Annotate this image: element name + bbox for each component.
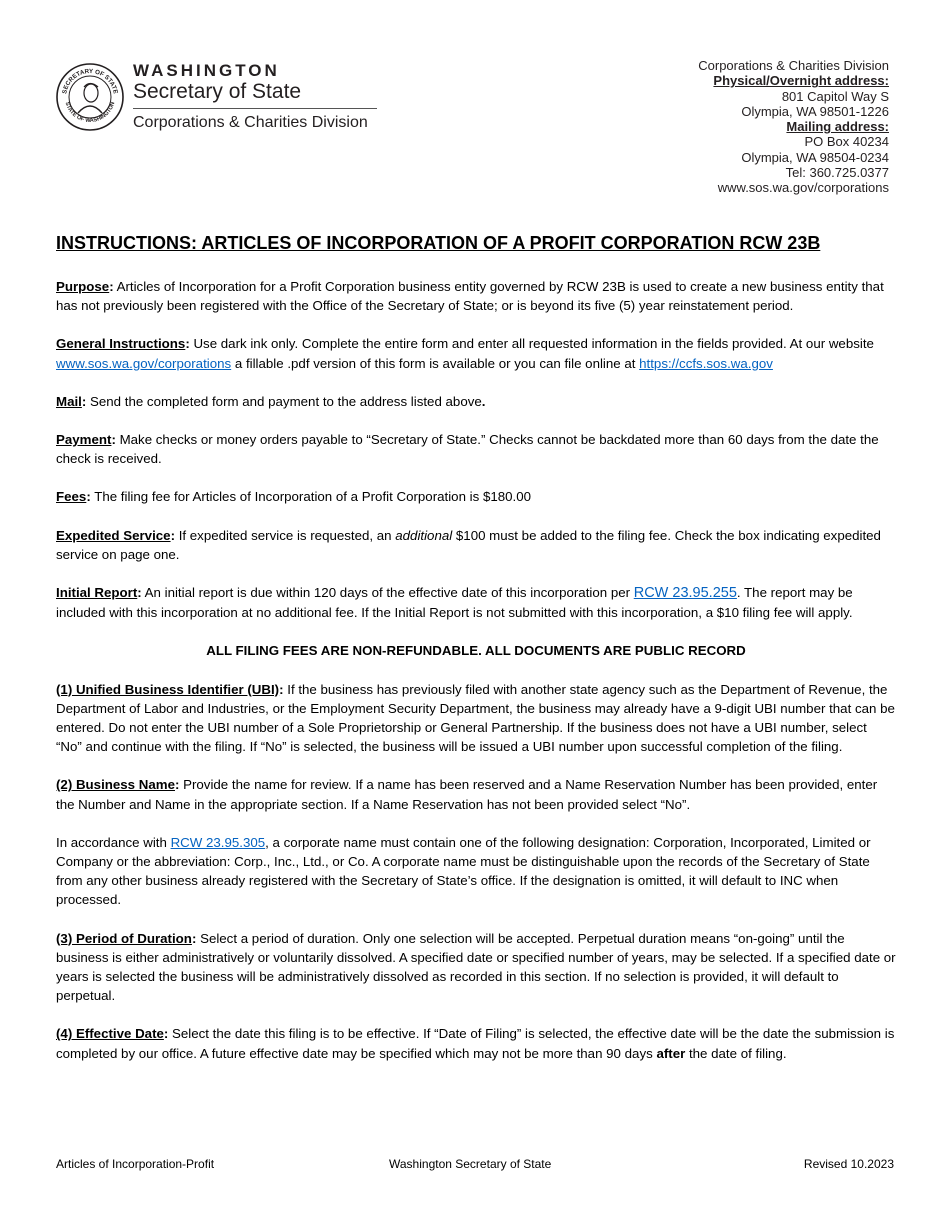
purpose-label: Purpose [56, 279, 110, 294]
svg-text:SECRETARY OF STATE: SECRETARY OF STATE [61, 67, 119, 95]
expedited-italic: additional [395, 527, 453, 543]
rcw-23-95-255-link[interactable]: RCW 23.95.255 [633, 585, 737, 602]
address-division: Corporations & Charities Division [698, 58, 889, 73]
mail-label: Mail [56, 393, 82, 409]
ccfs-link[interactable]: https://ccfs.sos.wa.gov [639, 355, 773, 371]
wordmark-washington: WASHINGTON [133, 61, 280, 80]
instructions-body [56, 277, 896, 1082]
initial-report-text-1: An initial report is due within 120 days of the effective date of this incorporation per [141, 585, 634, 601]
svg-text:STATE OF WASHINGTON: STATE OF WASHINGTON [63, 101, 117, 125]
sos-website-link[interactable]: www.sos.wa.gov/corporations [56, 355, 232, 371]
mailing-address-line1: PO Box 40234 [804, 134, 889, 150]
wordmark-division: Corporations & Charities Division [133, 114, 368, 131]
wordmark-secretary-of-state: Secretary of State [133, 80, 302, 103]
designation-text-2: , a corporate name must contain one of the following designation: Corporation, Incorporated, Limited or Company or the abbreviation: Corp., Inc., Ltd., or Co. A corporate name must be distinguishable upon the records of the Secretary of State from any other business already registered with the Secretary of State’s office. If the designation is omitted, it will default to INC when processed. [56, 834, 871, 908]
payment-label: Payment [56, 432, 112, 448]
rcw-23-95-305-link[interactable]: RCW 23.95.305 [170, 834, 266, 850]
general-text-2: a fillable .pdf version of this form is available or you can file online at [231, 355, 640, 371]
mailing-address-line2: Olympia, WA 98504-0234 [741, 149, 889, 165]
state-seal-logo [56, 63, 124, 131]
footer-revision: Revised 10.2023 [803, 1157, 894, 1171]
duration-label: (3) Period of Duration [56, 930, 192, 946]
general-text-1: Use dark ink only. Complete the entire form and enter all requested information in the fields provided. At our website [189, 336, 874, 352]
designation-text-1: In accordance with [56, 834, 171, 850]
physical-address-line2: Olympia, WA 98501-1226 [741, 103, 889, 119]
purpose-text: Articles of Incorporation for a Profit Corporation business entity governed by RCW 23B is used to create a new business entity that has not previously been registered with the Office of the Secretary of State; or is beyond its five (5) year reinstatement period. [56, 279, 884, 314]
business-name-text: Provide the name for review. If a name has been reserved and a Name Reservation Number has been provided, enter the Number and Name in the appropriate section. If a Name Reservation has not been provided select “No”. [56, 777, 878, 812]
initial-report-label: Initial Report [56, 585, 138, 601]
duration-paragraph: (3) Period of Duration: Select a period of duration. Only one selection will be accepted. Perpetual duration means “on-going” until the business is either administratively or voluntarily dissolved. A specified date or specified number of years, may be selected. If a specified date or years is selected the business will be administratively dissolved as recorded in this section. If no selection is provided, it will default to perpetual. [56, 930, 896, 1004]
duration-text: Select a period of duration. Only one selection will be accepted. Perpetual duration means “on-going” until the business is either administratively or voluntarily dissolved. A specified date or specified number of years, may be selected. If a specified date or years is selected the business will be administratively dissolved as recorded in this section. If no selection is provided, it will default to perpetual. [56, 930, 896, 1004]
payment-text: Make checks or money orders payable to “Secretary of State.” Checks cannot be backdated more than 60 days from the date the check is received. [56, 432, 879, 467]
payment-paragraph: Payment: Make checks or money orders payable to “Secretary of State.” Checks cannot be backdated more than 60 days from the date the check is received. [56, 432, 879, 467]
footer-form-name: Articles of Incorporation-Profit [56, 1157, 215, 1171]
business-name-paragraph: (2) Business Name: Provide the name for review. If a name has been reserved and a Name Reservation Number has been provided, enter the Number and Name in the appropriate section. If a Name Reservation has not been provided select “No”. [56, 777, 878, 812]
wordmark-divider [133, 108, 377, 109]
telephone: Tel: 360.725.0377 [785, 165, 889, 181]
expedited-text-1: If expedited service is requested, an [175, 527, 396, 543]
expedited-paragraph: Expedited Service: If expedited service is requested, an additional $100 must be added to the filing fee. Check the box indicating expedited service on page one. [56, 527, 881, 562]
ubi-text: If the business has previously filed with another state agency such as the Department of Revenue, the Department of Labor and Industries, or the Employment Security Department, the business may already have a 9-digit UBI number that can be entered. Do not enter the UBI number of a Sole Proprietorship or General Partnership. If the business does not have a UBI number, select “No” and continue with the filing. If “No” is selected, the business will be issued a UBI number upon successful completion of the filing. [56, 681, 895, 755]
effective-date-paragraph: (4) Effective Date: Select the date this filing is to be effective. If “Date of Filing” is selected, the effective date will be the date the submission is completed by our office. A future effective date may be specified which may not be more than 90 days after the date of filing. [56, 1026, 895, 1061]
footer-agency: Washington Secretary of State [389, 1157, 552, 1171]
purpose-paragraph: Purpose: Articles of Incorporation for a Profit Corporation business entity governed by RCW 23B is used to create a new business entity that has not previously been registered with the Office of the Secretary of State; or is beyond its five (5) year reinstatement period. [56, 279, 884, 314]
website-text: www.sos.wa.gov/corporations [717, 180, 889, 196]
expedited-text-2: $100 must be added to the filing fee. Check the box indicating expedited service on page one. [56, 527, 881, 562]
mail-period: . [481, 393, 486, 409]
effective-date-text-1: Select the date this filing is to be effective. If “Date of Filing” is selected, the effective date will be the date the submission is completed by our office. A future effective date may be specified which may not be more than 90 days [56, 1026, 895, 1061]
expedited-label: Expedited Service [56, 527, 171, 543]
general-instructions-label: General Instructions [56, 336, 186, 352]
business-name-label: (2) Business Name [56, 777, 175, 793]
ubi-label: (1) Unified Business Identifier (UBI) [56, 681, 280, 697]
effective-date-label: (4) Effective Date [56, 1026, 164, 1042]
designation-paragraph [56, 833, 896, 910]
effective-date-text-2: the date of filing. [685, 1045, 787, 1061]
physical-address-line1: 801 Capitol Way S [781, 88, 889, 104]
general-instructions-paragraph: General Instructions: Use dark ink only. Complete the entire form and enter all requested information in the fields provided. At our website www.sos.wa.gov/corporations a fillable .pdf version of this form is available or you can file online at https://ccfs.sos.wa.gov [56, 336, 874, 371]
mailing-address-label: Mailing address: [786, 119, 889, 135]
mail-paragraph: Mail: Send the completed form and payment to the address listed above. [56, 393, 486, 409]
physical-address-label: Physical/Overnight address: [713, 73, 889, 89]
mail-text: Send the completed form and payment to the address listed above [86, 393, 482, 409]
ubi-paragraph: (1) Unified Business Identifier (UBI): If the business has previously filed with another state agency such as the Department of Revenue, the Department of Labor and Industries, or the Employment Security Department, the business may already have a 9-digit UBI number that can be entered. Do not enter the UBI number of a Sole Proprietorship or General Partnership. If the business does not have a UBI number, select “No” and continue with the filing. If “No” is selected, the business will be issued a UBI number upon successful completion of the filing. [56, 681, 895, 755]
page-title: INSTRUCTIONS: ARTICLES OF INCORPORATION OF A PROFIT CORPORATION RCW 23B [56, 233, 821, 253]
effective-date-bold: after [656, 1045, 686, 1061]
non-refundable-notice: ALL FILING FEES ARE NON-REFUNDABLE. ALL DOCUMENTS ARE PUBLIC RECORD [206, 643, 746, 659]
fees-text: The filing fee for Articles of Incorporation of a Profit Corporation is $180.00 [90, 489, 532, 505]
division-address-block [698, 58, 889, 196]
initial-report-paragraph: Initial Report: An initial report is due within 120 days of the effective date of this incorporation per RCW 23.95.255. The report may be included with this incorporation at no additional fee. If the Initial Report is not submitted with this incorporation, a $10 filing fee will apply. [56, 585, 853, 621]
initial-report-text-2: . The report may be included with this incorporation at no additional fee. If the Initial Report is not submitted with this incorporation, a $10 filing fee will apply. [56, 585, 853, 621]
fees-paragraph: Fees: The filing fee for Articles of Incorporation of a Profit Corporation is $180.00 [56, 489, 532, 505]
fees-label: Fees [56, 489, 87, 505]
